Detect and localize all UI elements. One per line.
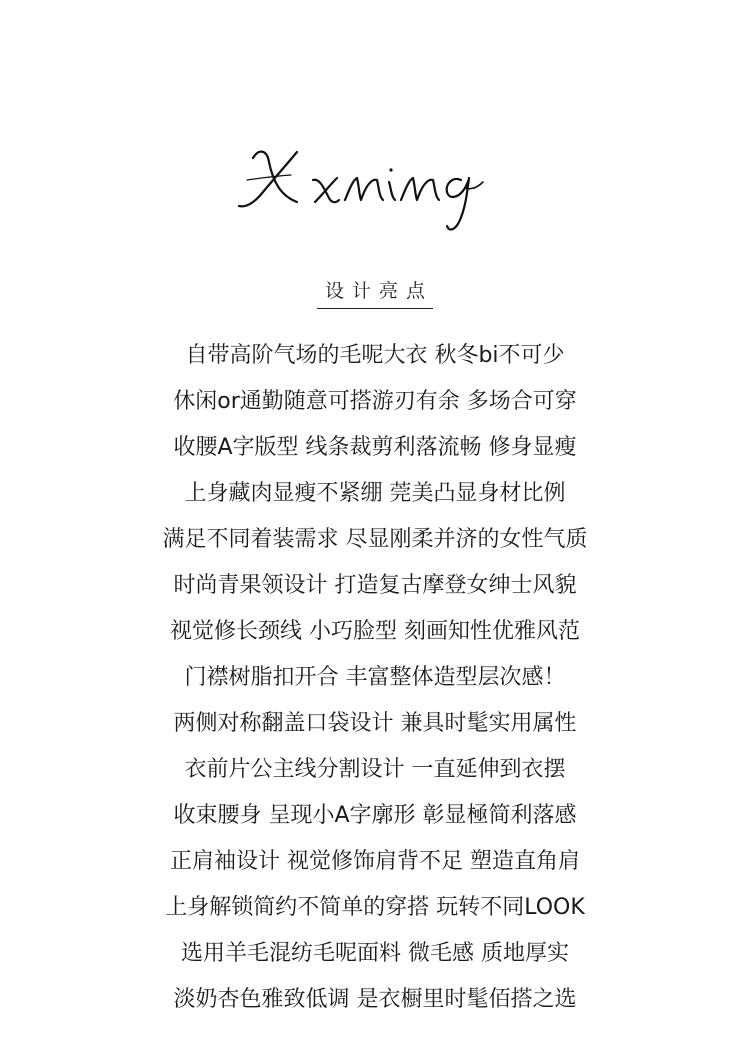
description-line: 上身藏肉显瘦不紧绷 莞美凸显身材比例 [184,481,566,506]
description-line: 上身解锁简约不简单的穿搭 玩转不同LOOK [165,895,585,920]
description-line: 收束腰身 呈现小A字廓形 彰显極简利落感 [173,803,577,828]
section-title-text: 设计亮点 [317,276,433,309]
brand-logo-script [225,130,525,240]
description-line: 满足不同着装需求 尽显刚柔并济的女性气质 [162,527,588,552]
brand-logo [0,130,750,240]
description-line: 视觉修长颈线 小巧脸型 刻画知性优雅风范 [170,619,580,644]
description-line: 淡奶杏色雅致低调 是衣橱里时髦佰搭之选 [173,987,577,1012]
description-list [0,337,750,1027]
description-line: 选用羊毛混纺毛呢面料 微毛感 质地厚实 [181,941,569,966]
description-line: 时尚青果领设计 打造复古摩登女绅士风貌 [173,573,577,598]
description-line: 自带高阶气场的毛呢大衣 秋冬bi不可少 [185,343,565,368]
description-line: 正肩袖设计 视觉修饰肩背不足 塑造直角肩 [170,849,580,874]
description-line: 两侧对称翻盖口袋设计 兼具时髦实用属性 [173,711,577,736]
description-line: 收腰A字版型 线条裁剪利落流畅 修身显瘦 [173,435,577,460]
section-title [0,276,750,309]
description-line: 衣前片公主线分割设计 一直延伸到衣摆 [184,757,566,782]
description-line: 门襟树脂扣开合 丰富整体造型层次感！ [184,665,566,690]
description-line: 休闲or通勤随意可搭游刃有余 多场合可穿 [173,389,577,414]
